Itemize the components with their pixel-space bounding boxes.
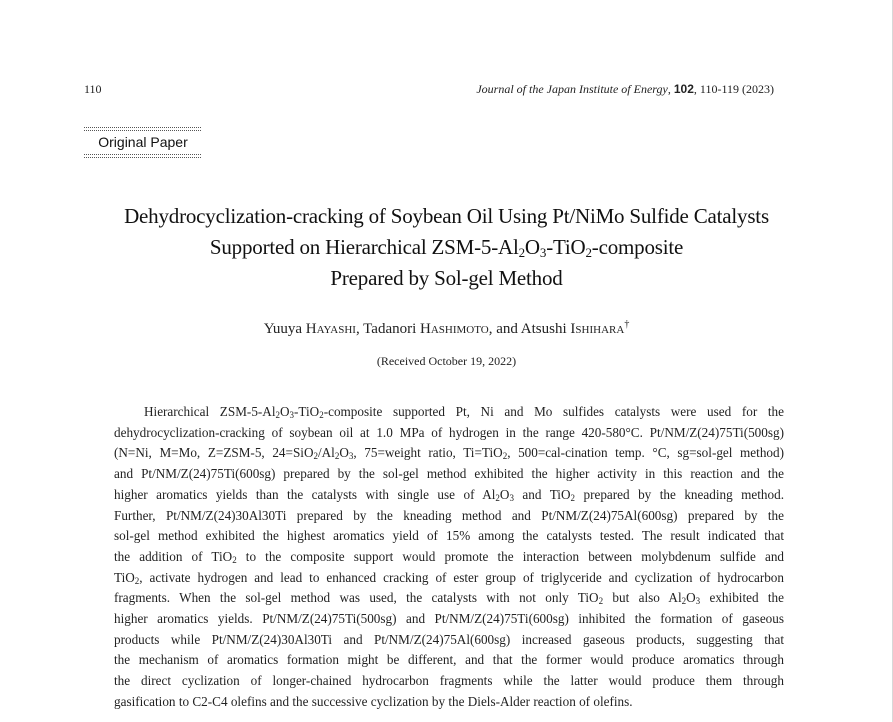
page-number: 110: [84, 82, 102, 96]
author-list: [40, 321, 853, 338]
abstract-line: TiO$_2$, activate hydrogen and lead to enhanced cracking of ester group of triglyceride and cyclization of hydrocarbon: [114, 569, 784, 586]
title-subscript: 3: [539, 245, 547, 260]
paper-type-box: [84, 120, 202, 163]
author-2-family-initial: H: [420, 321, 431, 337]
journal-citation: [476, 82, 774, 97]
abstract: [114, 402, 784, 713]
journal-comma: ,: [667, 82, 674, 96]
paper-type-bottom-rule: [84, 154, 202, 158]
title-text: Supported on Hierarchical ZSM-5-Al: [209, 235, 519, 259]
abstract-line: the direct cyclization of longer-chained hydrocarbon fragments while the latter would produce them through: [114, 673, 784, 689]
title-subscript: 2: [585, 245, 592, 260]
journal-pages-year: , 110-119 (2023): [693, 82, 774, 96]
author-separator: , Tadanori: [355, 321, 421, 337]
author-1-family: ayashi: [316, 321, 356, 337]
corresponding-author-mark: †: [624, 319, 630, 330]
abstract-line: Further, Pt/NM/Z(24)30Al30Ti prepared by the kneading method and Pt/NM/Z(24)75Al(600sg) prepared by the: [114, 507, 784, 523]
paper-type-label: Original Paper: [98, 134, 188, 150]
abstract-line: sol-gel method exhibited the highest aromatics yield of 15% among the catalysts tested. The result indicated that: [114, 528, 784, 544]
author-3-family-initial: I: [570, 321, 576, 337]
abstract-line: dehydrocyclization-cracking of soybean oil at 1.0 MPa of hydrogen in the range 420-580°C. Pt/NM/Z(24)75Ti(500sg): [114, 424, 784, 440]
journal-name: Journal of the Japan Institute of Energy: [476, 82, 668, 96]
paper-title: [40, 201, 853, 294]
journal-volume: 102: [673, 82, 694, 96]
abstract-line: higher aromatics yields. Pt/NM/Z(24)75Ti(500sg) and Pt/NM/Z(24)75Ti(600sg) inhibited the formation of gaseous: [114, 611, 784, 627]
author-3-family: shihara: [575, 321, 625, 337]
title-subscript: 2: [518, 245, 525, 260]
abstract-line: fragments. When the sol-gel method was used, the catalysts with not only TiO$_2$ but also $Al_2O_3$ exhibited the: [114, 590, 784, 607]
title-line-1: Dehydrocyclization-cracking of Soybean Oil Using Pt/NiMo Sulfide Catalysts: [124, 204, 769, 228]
author-1-given: Yuuya: [263, 321, 306, 337]
abstract-line: higher aromatics yields than the catalysts with single use of $Al_2O_3$ and TiO$_2$ prepared by the kneading method.: [114, 486, 784, 503]
abstract-line: gasification to C2-C4 olefins and the successive cyclization by the Diels-Alder reaction of olefins.: [114, 693, 633, 709]
title-text: -composite: [591, 235, 684, 259]
abstract-line: (N=Ni, M=Mo, Z=ZSM-5, $24=SiO_2/Al_2O_3$, 75=weight ratio, Ti=TiO$_2$, 500=cal-cination temp. °C, sg=sol-gel method): [114, 445, 784, 462]
received-date: (Received October 19, 2022): [376, 354, 517, 368]
abstract-line: and Pt/NM/Z(24)75Ti(600sg) prepared by the sol-gel method exhibited the higher activity in this reaction and the: [114, 466, 784, 482]
abstract-line: the mechanism of aromatics formation might be different, and that the former would produce aromatics through: [114, 652, 784, 668]
title-text: -TiO: [546, 235, 586, 259]
title-line-3: Prepared by Sol-gel Method: [330, 266, 563, 290]
author-separator: , and Atsushi: [488, 321, 571, 337]
title-text: O: [524, 235, 540, 259]
title-line-2: [40, 232, 853, 263]
abstract-line: the addition of TiO$_2$ to the composite support would promote the interaction between molybdenum sulfide and: [114, 548, 784, 565]
author-1-family-initial: H: [305, 321, 317, 337]
abstract-line: products while Pt/NM/Z(24)30Al30Ti and Pt/NM/Z(24)75Al(600sg) increased gaseous products, suggesting that: [114, 631, 784, 647]
abstract-line: Hierarchical ZSM-$5-Al_2O_3-TiO_2$-composite supported Pt, Ni and Mo sulfides catalysts were used for the: [144, 404, 784, 420]
author-2-family: ashimoto: [430, 321, 489, 337]
